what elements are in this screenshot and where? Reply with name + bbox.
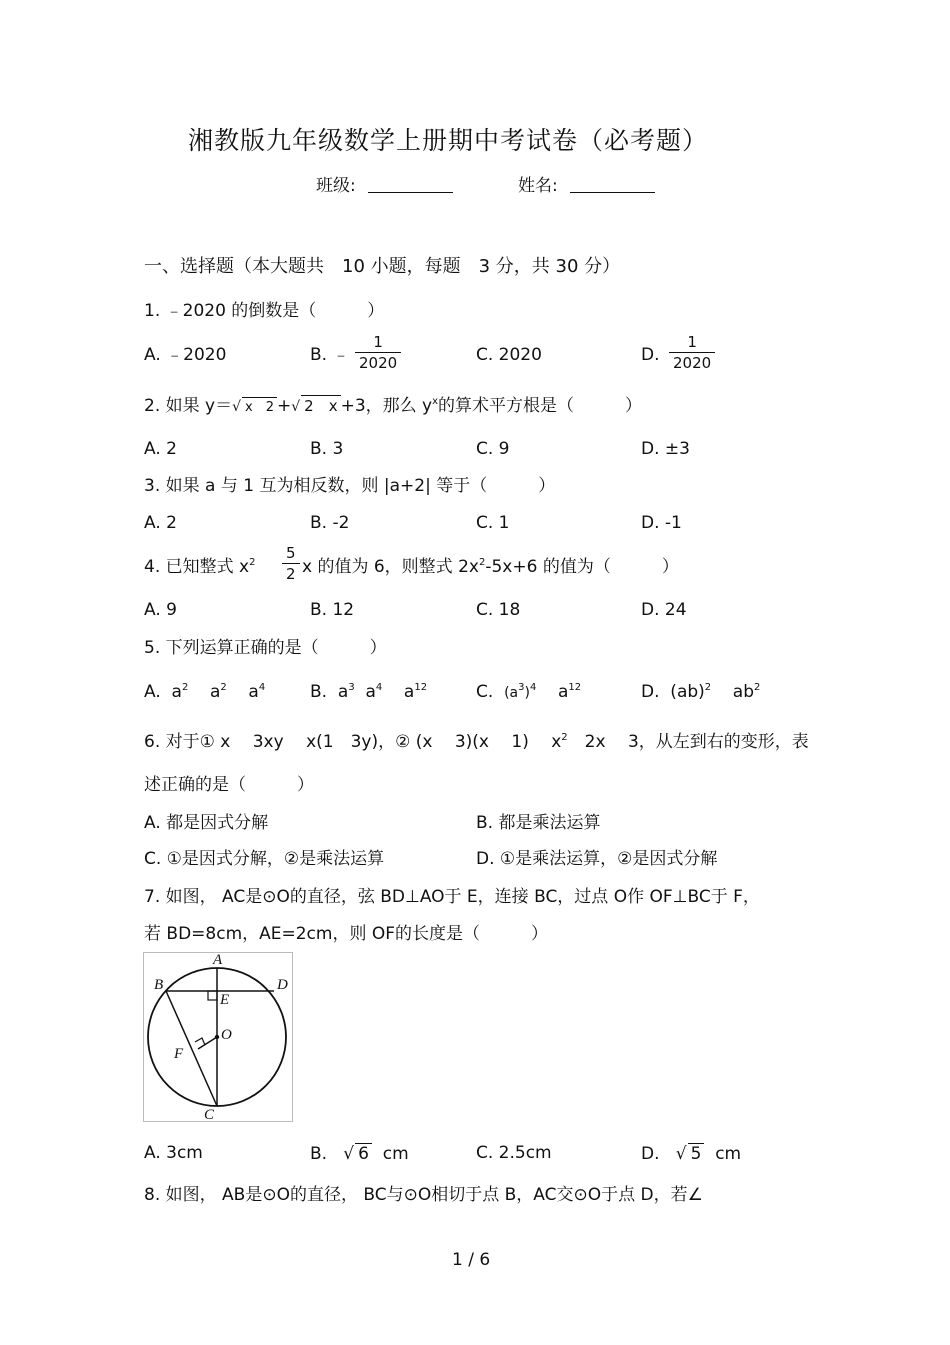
question-4-rest: [302, 557, 679, 580]
option-letter: A.: [144, 682, 161, 702]
fraction-denominator: 2020: [673, 354, 712, 372]
question-8-line-1: 8. 如图， AB是⊙O的直径， BC与⊙O相切于点 B，AC交⊙O于点 D，若∠: [144, 1185, 703, 1205]
option-letter: D.: [641, 1144, 660, 1164]
fraction-denominator: 2: [286, 565, 296, 583]
question-5-stem: 5. 下列运算正确的是（ ）: [144, 638, 387, 658]
q6-sup: 2: [561, 732, 568, 743]
q1-b-fraction: [355, 334, 401, 371]
page-title: 湘教版九年级数学上册期中考试卷（必考题）: [188, 126, 709, 155]
q4-option-a: A. 9: [144, 600, 177, 620]
q2-option-b: B. 3: [310, 439, 344, 459]
q7-option-b: B. √ 6 cm: [310, 1144, 409, 1164]
q3-option-a: A. 2: [144, 513, 177, 533]
class-blank[interactable]: [368, 176, 453, 193]
q5-option-d: D. (ab)$^2$ $ab^2$: [641, 682, 761, 702]
q6-line1-tail: 2x 3，从左到右的变形，表: [567, 732, 809, 752]
q2-option-c: C. 9: [476, 439, 510, 459]
q1-option-d: D.: [641, 345, 660, 365]
class-field: [316, 176, 453, 196]
q4-mid: x 的值为 6，则整式 2x: [302, 557, 479, 577]
label-d: D: [277, 977, 288, 993]
option-letter: B.: [310, 682, 328, 702]
option-letter: C.: [476, 682, 494, 702]
label-a: A: [213, 952, 223, 968]
q2-prefix: 2. 如果 y＝: [144, 396, 233, 416]
option-letter: D.: [641, 682, 660, 702]
fraction-denominator: 2020: [359, 354, 398, 372]
label-e: E: [220, 992, 230, 1008]
q4-fraction: [282, 545, 300, 582]
q3-option-c: C. 1: [476, 513, 510, 533]
label-c: C: [204, 1107, 215, 1122]
option-letter: B.: [310, 1144, 328, 1164]
q4-option-b: B. 12: [310, 600, 355, 620]
question-3-stem: 3. 如果 a 与 1 互为相反数，则 |a+2| 等于（ ）: [144, 476, 556, 496]
q6-line1: 6. 对于① x 3xy x(1 3y)，② (x 3)(x 1) x: [144, 732, 562, 752]
q7-option-a: A. 3cm: [144, 1143, 203, 1163]
q2-option-a: A. 2: [144, 439, 177, 459]
q6-option-c: C. ①是因式分解，②是乘法运算: [144, 849, 385, 869]
q2-suffix: +3，那么 y: [340, 396, 433, 416]
question-7-line-1: 7. 如图， AC是⊙O的直径，弦 BD⊥AO于 E，连接 BC，过点 O作 OF⊥BC于 F，: [144, 887, 760, 907]
question-2-stem: 2. 如果 y＝√ x 2 +√ 2 x +3，那么 $y^x$的算术平方根是（ ）: [144, 396, 643, 416]
label-o: O: [221, 1027, 232, 1043]
q1-option-a: A. ﹣2020: [144, 345, 227, 365]
q4-option-c: C. 18: [476, 600, 521, 620]
q7-d-unit: cm: [715, 1144, 742, 1164]
name-label: 姓名:: [518, 176, 558, 196]
q1-d-fraction: [669, 334, 715, 371]
q2-option-d: D. ±3: [641, 439, 690, 459]
q1-option-c: C. 2020: [476, 345, 542, 365]
fraction-numerator: 1: [687, 333, 697, 351]
name-field: [518, 176, 655, 196]
question-1-stem: 1. ﹣2020 的倒数是（ ）: [144, 301, 385, 321]
q1-option-b: B. ﹣: [310, 345, 350, 365]
center-point: [215, 1035, 219, 1039]
q3-option-d: D. -1: [641, 513, 682, 533]
q7-circle-figure: [143, 952, 293, 1122]
question-7-line-2: 若 BD=8cm，AE=2cm，则 OF的长度是（ ）: [144, 924, 549, 944]
q7-option-c: C. 2.5cm: [476, 1143, 552, 1163]
fraction-bar: [355, 352, 401, 353]
q6-option-a: A. 都是因式分解: [144, 813, 269, 833]
question-6-line-2: 述正确的是（ ）: [144, 775, 314, 795]
q2-radicand-2: 2 x: [301, 395, 340, 416]
q2-superscript: x: [432, 396, 439, 407]
q4-sup-2: 2: [478, 557, 486, 568]
q2-tail: 的算术平方根是（ ）: [438, 396, 643, 416]
q7-b-unit: cm: [382, 1144, 409, 1164]
name-blank[interactable]: [570, 176, 655, 193]
label-f: F: [174, 1046, 184, 1062]
q4-option-d: D. 24: [641, 600, 687, 620]
q4-prefix: 4. 已知整式 x: [144, 557, 250, 577]
q3-option-b: B. -2: [310, 513, 350, 533]
q2-plus: +: [276, 396, 292, 416]
class-label: 班级:: [316, 176, 356, 196]
q7-option-d: D. √ 5 cm: [641, 1144, 742, 1164]
fraction-bar: [669, 352, 715, 353]
fraction-numerator: 5: [286, 544, 296, 562]
question-4-prefix: [144, 557, 255, 580]
question-6-line-1: [144, 732, 809, 755]
q4-tail: -5x+6 的值为（ ）: [485, 557, 679, 577]
page-number: 1 / 6: [452, 1250, 491, 1270]
fraction-bar: [282, 563, 300, 564]
section-heading: 一、选择题（本大题共 10 小题，每题 3 分，共 30 分）: [144, 256, 621, 277]
fraction-numerator: 1: [373, 333, 383, 351]
q6-option-d: D. ①是乘法运算，②是因式分解: [476, 849, 718, 869]
q7-d-radicand: 5: [688, 1143, 705, 1164]
q4-sup-1: 2: [249, 557, 256, 568]
q5-option-b: B. $a^3$ $a^4$ $a^{12}$: [310, 682, 428, 702]
q5-option-a: A. $a^2$ $a^2$ $a^4$: [144, 682, 266, 702]
q5-option-c: C. $(a^3)^4$ $a^{12}$: [476, 682, 582, 702]
q7-b-radicand: 6: [355, 1143, 372, 1164]
q2-radicand-1: x 2: [242, 397, 277, 418]
label-b: B: [154, 977, 164, 993]
q6-option-b: B. 都是乘法运算: [476, 813, 601, 833]
